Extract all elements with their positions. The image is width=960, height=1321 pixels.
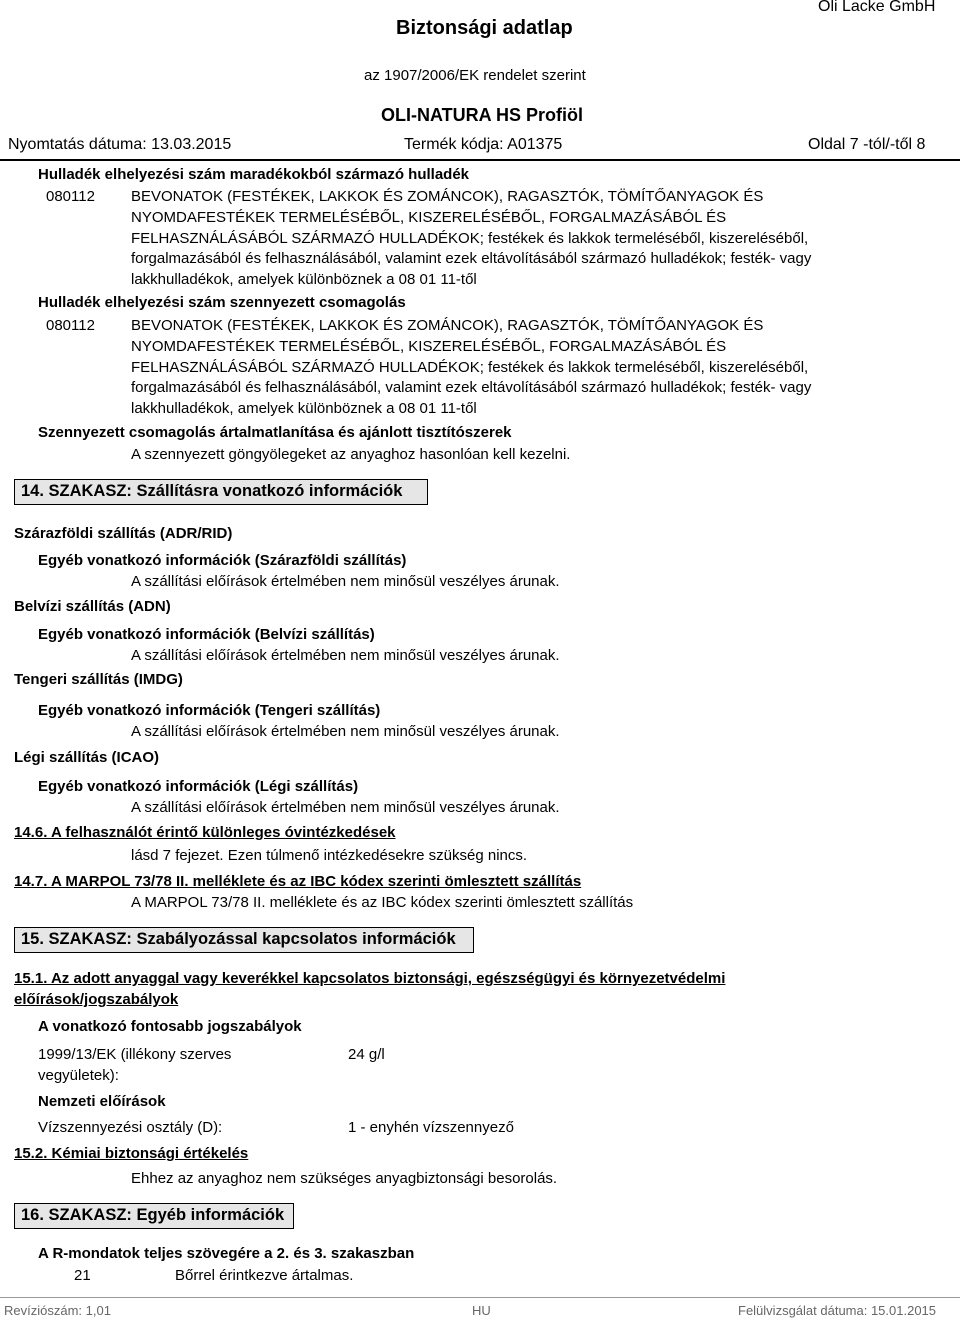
packaging-waste-code: 080112	[46, 317, 95, 334]
section-14-title: 14. SZAKASZ: Szállításra vonatkozó információk	[21, 482, 403, 500]
section-15-header	[14, 927, 474, 953]
r-phrases-heading: A R-mondatok teljes szövegére a 2. és 3. szakaszban	[38, 1245, 415, 1262]
sea-transport-heading: Tengeri szállítás (IMDG)	[14, 671, 183, 688]
section-14-header	[14, 479, 428, 505]
footer-rule	[0, 1297, 960, 1298]
r-phrase-text: Bőrrel érintkezve ártalmas.	[175, 1267, 354, 1284]
text-line: lakkhulladékok, amelyek különböznek a 08 01 11-től	[131, 271, 477, 289]
product-code: Termék kódja: A01375	[404, 136, 563, 153]
r-phrase-code: 21	[74, 1267, 91, 1284]
cleaning-heading: Szennyezett csomagolás ártalmatlanítása és ajánlott tisztítószerek	[38, 424, 512, 441]
section-14-6-heading: 14.6. A felhasználót érintő különleges óvintézkedések	[14, 824, 396, 841]
residue-waste-description	[131, 187, 811, 291]
section-15-2-text: Ehhez az anyaghoz nem szükséges anyagbiztonsági besorolás.	[131, 1170, 558, 1187]
residue-waste-heading: Hulladék elhelyezési szám maradékokból származó hulladék	[38, 166, 470, 183]
voc-label-line-1: 1999/13/EK (illékony szerves	[38, 1046, 232, 1063]
product-name: OLI-NATURA HS Profiöl	[381, 105, 583, 125]
language-code: HU	[472, 1303, 491, 1318]
inland-transport-text: A szállítási előírások értelmében nem minősül veszélyes árunak.	[131, 647, 560, 664]
packaging-waste-heading: Hulladék elhelyezési szám szennyezett csomagolás	[38, 294, 406, 311]
text-line: forgalmazásából és felhasználásából, valamint ezek eltávolításából származó hulladékok; festék- vagy	[131, 250, 812, 268]
print-date: Nyomtatás dátuma: 13.03.2015	[8, 136, 232, 153]
sea-transport-subheading: Egyéb vonatkozó információk (Tengeri szállítás)	[38, 702, 381, 719]
section-16-title: 16. SZAKASZ: Egyéb információk	[21, 1206, 285, 1224]
text-line: BEVONATOK (FESTÉKEK, LAKKOK ÉS ZOMÁNCOK), RAGASZTÓK, TÖMÍTŐANYAGOK ÉS	[131, 317, 764, 334]
water-hazard-label: Vízszennyezési osztály (D):	[38, 1119, 223, 1136]
section-15-2-heading: 15.2. Kémiai biztonsági értékelés	[14, 1145, 249, 1162]
water-hazard-value: 1 - enyhén vízszennyező	[348, 1119, 514, 1136]
packaging-waste-description	[131, 316, 811, 420]
air-transport-heading: Légi szállítás (ICAO)	[14, 749, 160, 766]
text-line: NYOMDAFESTÉKEK TERMELÉSÉBŐL, KISZERELÉSÉBŐL, FORGALMAZÁSÁBÓL ÉS	[131, 337, 727, 355]
land-transport-heading: Szárazföldi szállítás (ADR/RID)	[14, 525, 233, 542]
residue-waste-code: 080112	[46, 188, 95, 205]
voc-label-line-2: vegyületek):	[38, 1067, 119, 1084]
company-name: Oli Lacke GmbH	[818, 0, 936, 15]
text-line: FELHASZNÁLÁSÁBÓL SZÁRMAZÓ HULLADÉKOK; festékek és lakkok termeléséből, kiszereléséből,	[131, 358, 809, 376]
inland-transport-subheading: Egyéb vonatkozó információk (Belvízi szállítás)	[38, 626, 375, 643]
revision-number: Revíziószám: 1,01	[4, 1303, 111, 1318]
voc-value: 24 g/l	[348, 1046, 385, 1063]
text-line: FELHASZNÁLÁSÁBÓL SZÁRMAZÓ HULLADÉKOK; festékek és lakkok termeléséből, kiszereléséből,	[131, 229, 809, 247]
inland-transport-heading: Belvízi szállítás (ADN)	[14, 598, 171, 615]
air-transport-subheading: Egyéb vonatkozó információk (Légi szállítás)	[38, 778, 359, 795]
section-15-title: 15. SZAKASZ: Szabályozással kapcsolatos információk	[21, 930, 456, 948]
section-14-7-text: A MARPOL 73/78 II. melléklete és az IBC kódex szerinti ömlesztett szállítás	[131, 894, 634, 911]
relevant-regulations-heading: A vonatkozó fontosabb jogszabályok	[38, 1018, 302, 1035]
review-date: Felülvizsgálat dátuma: 15.01.2015	[738, 1303, 937, 1318]
section-15-1-heading-line-2: előírások/jogszabályok	[14, 991, 179, 1008]
land-transport-subheading: Egyéb vonatkozó információk (Szárazföldi szállítás)	[38, 552, 407, 569]
section-14-6-text: lásd 7 fejezet. Ezen túlmenő intézkedésekre szükség nincs.	[131, 847, 528, 864]
sea-transport-text: A szállítási előírások értelmében nem minősül veszélyes árunak.	[131, 723, 560, 740]
document-title: Biztonsági adatlap	[396, 17, 573, 39]
cleaning-text: A szennyezett göngyölegeket az anyaghoz hasonlóan kell kezelni.	[131, 446, 571, 463]
section-16-header	[14, 1203, 294, 1229]
text-line: BEVONATOK (FESTÉKEK, LAKKOK ÉS ZOMÁNCOK), RAGASZTÓK, TÖMÍTŐANYAGOK ÉS	[131, 188, 764, 205]
land-transport-text: A szállítási előírások értelmében nem minősül veszélyes árunak.	[131, 573, 560, 590]
page-number: Oldal 7 -tól/-től 8	[808, 136, 926, 153]
text-line: lakkhulladékok, amelyek különböznek a 08 01 11-től	[131, 400, 477, 418]
regulation-line: az 1907/2006/EK rendelet szerint	[364, 67, 586, 84]
text-line: NYOMDAFESTÉKEK TERMELÉSÉBŐL, KISZERELÉSÉBŐL, FORGALMAZÁSÁBÓL ÉS	[131, 208, 727, 226]
text-line: forgalmazásából és felhasználásából, valamint ezek eltávolításából származó hulladékok; festék- vagy	[131, 379, 812, 397]
air-transport-text: A szállítási előírások értelmében nem minősül veszélyes árunak.	[131, 799, 560, 816]
national-regulations-heading: Nemzeti előírások	[38, 1093, 166, 1110]
section-15-1-heading-line-1: 15.1. Az adott anyaggal vagy keverékkel kapcsolatos biztonsági, egészségügyi és környezetvédelmi	[14, 970, 726, 987]
header-rule	[0, 159, 960, 161]
section-14-7-heading: 14.7. A MARPOL 73/78 II. melléklete és az IBC kódex szerinti ömlesztett szállítás	[14, 873, 582, 890]
